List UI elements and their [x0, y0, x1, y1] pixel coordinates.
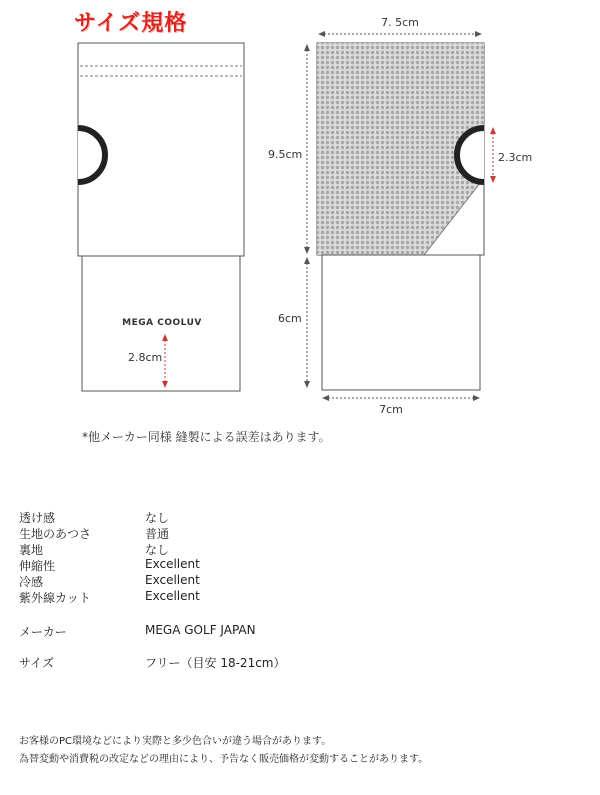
right-cutout-arrow-top [490, 127, 496, 134]
spec-value: Excellent [145, 573, 200, 587]
right-cutout-label: 2.3cm [498, 151, 533, 164]
spec-label: 裏地 [19, 543, 44, 557]
spec-value: MEGA GOLF JAPAN [145, 623, 256, 637]
right-sleeve-bottom-panel [322, 255, 480, 390]
spec-label: 生地のあつさ [19, 527, 92, 541]
spec-label: 伸縮性 [19, 559, 56, 573]
right-height-bottom-label: 6cm [278, 312, 302, 325]
right-top-width-label: 7. 5cm [381, 16, 419, 29]
sewing-note: *他メーカー同様 縫製による誤差はあります。 [82, 430, 331, 444]
right-height-top-arrow-down [304, 247, 310, 254]
spec-label: 冷感 [19, 575, 44, 589]
spec-value: Excellent [145, 557, 200, 571]
spec-value: なし [145, 511, 170, 525]
left-thumb-cutout [78, 128, 105, 182]
spec-label: サイズ [19, 656, 55, 670]
footer-line-price: 為替変動や消費税の改定などの理由により、予告なく販売価格が変動することがあります。 [19, 754, 429, 765]
footer-notes [19, 733, 428, 769]
left-sleeve-figure [78, 43, 244, 391]
right-bottom-arrow-left [322, 395, 329, 401]
right-cutout-arrow-bottom [490, 176, 496, 183]
right-bottom-arrow-right [473, 395, 480, 401]
right-top-arrow-right [475, 31, 482, 37]
right-height-bottom-arrow-down [304, 381, 310, 388]
spec-value: Excellent [145, 589, 200, 603]
right-top-arrow-left [318, 31, 325, 37]
spec-label: メーカー [19, 625, 67, 639]
left-dim-label: 2.8cm [128, 351, 163, 364]
right-thumb-cutout [457, 128, 484, 182]
right-height-top-label: 9.5cm [268, 148, 303, 161]
right-bottom-width-label: 7cm [379, 403, 403, 416]
right-height-top-arrow-up [304, 44, 310, 51]
spec-value: なし [145, 543, 170, 557]
spec-label: 紫外線カット [19, 591, 91, 605]
spec-value: フリー（目安 18-21cm） [145, 656, 286, 670]
footer-line-color: お客様のPC環境などにより実際と多少色合いが違う場合があります。 [19, 736, 332, 747]
spec-value: 普通 [145, 527, 170, 541]
right-sleeve-figure [268, 16, 532, 416]
page-title: サイズ規格 [74, 11, 188, 36]
right-height-bottom-arrow-up [304, 257, 310, 264]
spec-label: 透け感 [19, 511, 56, 525]
left-logo-text: MEGA COOLUV [122, 318, 202, 328]
